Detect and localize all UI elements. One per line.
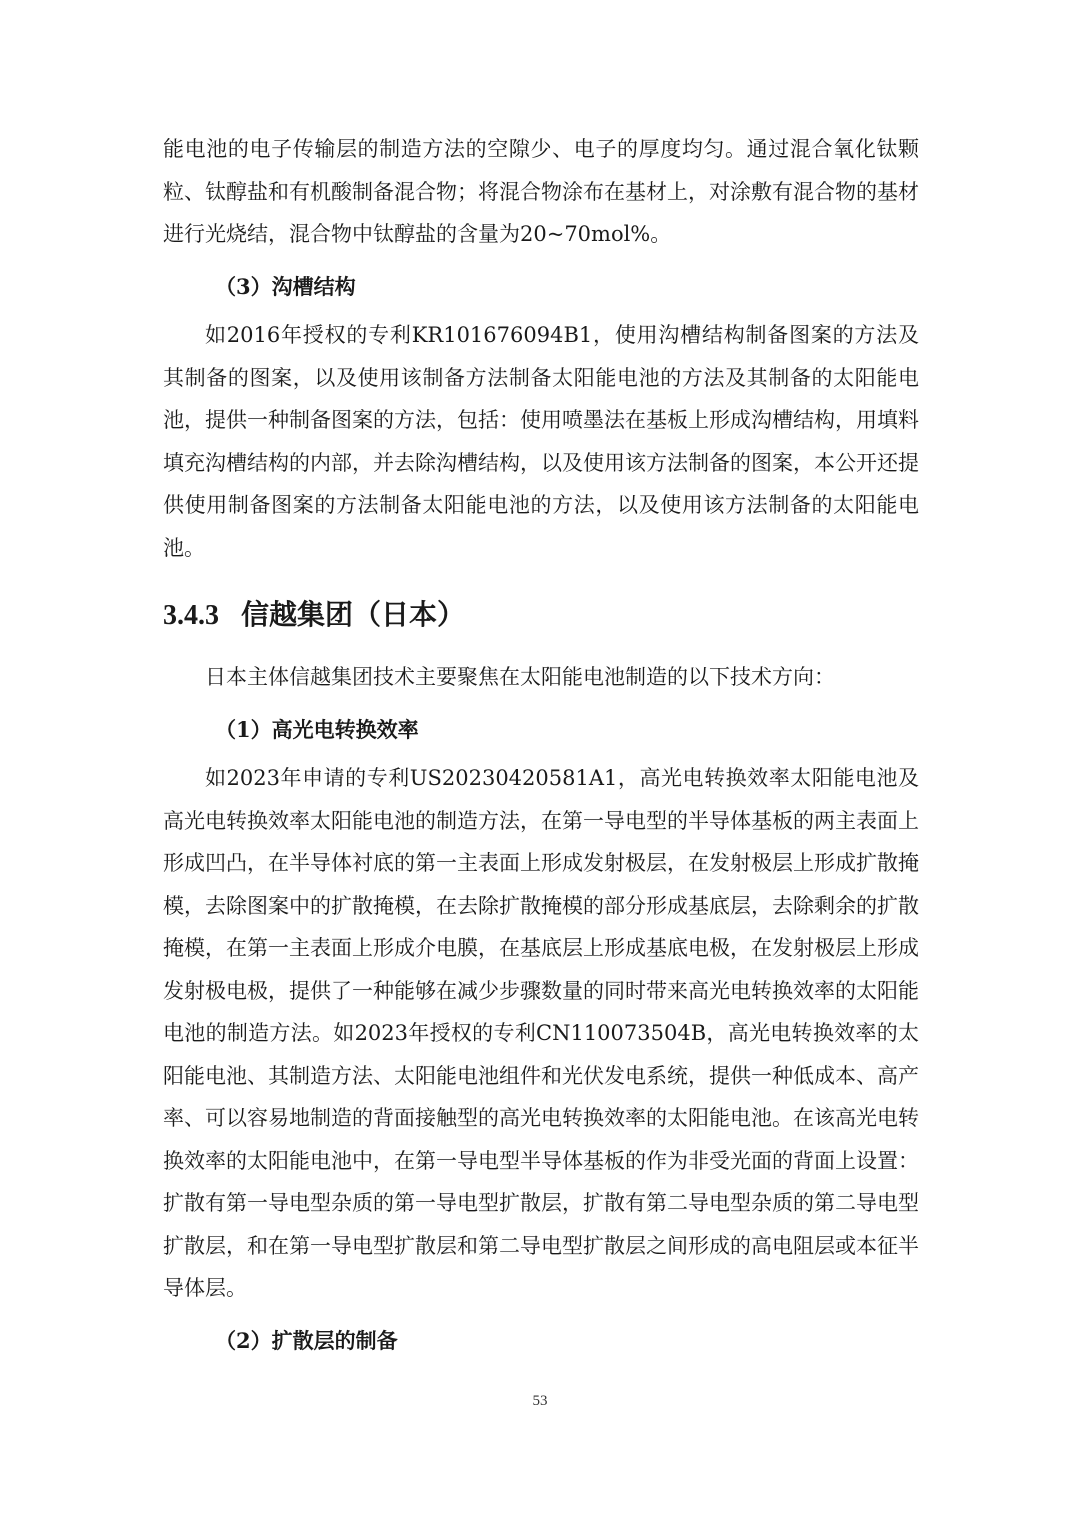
subheading-groove-structure: （3）沟槽结构	[215, 273, 356, 299]
paragraph-continued: 能电池的电子传输层的制造方法的空隙少、电子的厚度均匀。通过混合氧化钛颗粒、钛醇盐和有机酸制备混合物；将混合物涂布在基材上，对涂敷有混合物的基材进行光烧结，混合物中钛醇盐的含量为20~70mol%。	[163, 137, 919, 246]
subheading-high-efficiency: （1）高光电转换效率	[215, 716, 419, 742]
section-number: 3.4.3	[163, 600, 219, 631]
section-heading	[163, 595, 919, 636]
section-title: 信越集团（日本）	[241, 598, 466, 631]
page-number: 53	[532, 1393, 548, 1409]
paragraph-groove-patent: 如2016年授权的专利KR101676094B1，使用沟槽结构制备图案的方法及其制备的图案，以及使用该制备方法制备太阳能电池的方法及其制备的太阳能电池，提供一种制备图案的方法，包括：使用喷墨法在基板上形成沟槽结构，用填料填充沟槽结构的内部，并去除沟槽结构，以及使用该方法制备的图案，本公开还提供使用制备图案的方法制备太阳能电池的方法，以及使用该方法制备的太阳能电池。	[163, 323, 919, 560]
paragraph-efficiency-patents: 如2023年申请的专利US20230420581A1，高光电转换效率太阳能电池及高光电转换效率太阳能电池的制造方法，在第一导电型的半导体基板的两主表面上形成凹凸，在半导体衬底的第一主表面上形成发射极层，在发射极层上形成扩散掩模，去除图案中的扩散掩模，在去除扩散掩模的部分形成基底层，去除剩余的扩散掩模，在第一主表面上形成介电膜，在基底层上形成基底电极，在发射极层上形成发射极电极，提供了一种能够在减少步骤数量的同时带来高光电转换效率的太阳能电池的制造方法。如2023年授权的专利CN110073504B，高光电转换效率的太阳能电池、其制造方法、太阳能电池组件和光伏发电系统，提供一种低成本、高产率、可以容易地制造的背面接触型的高光电转换效率的太阳能电池。在该高光电转换效率的太阳能电池中，在第一导电型半导体基板的作为非受光面的背面上设置：扩散有第一导电型杂质的第一导电型扩散层，扩散有第二导电型杂质的第二导电型扩散层，和在第一导电型扩散层和第二导电型扩散层之间形成的高电阻层或本征半导体层。	[163, 766, 919, 1300]
subheading-diffusion-layer: （2）扩散层的制备	[215, 1327, 398, 1353]
document-page	[163, 128, 919, 1368]
paragraph-intro: 日本主体信越集团技术主要聚焦在太阳能电池制造的以下技术方向：	[205, 665, 835, 689]
